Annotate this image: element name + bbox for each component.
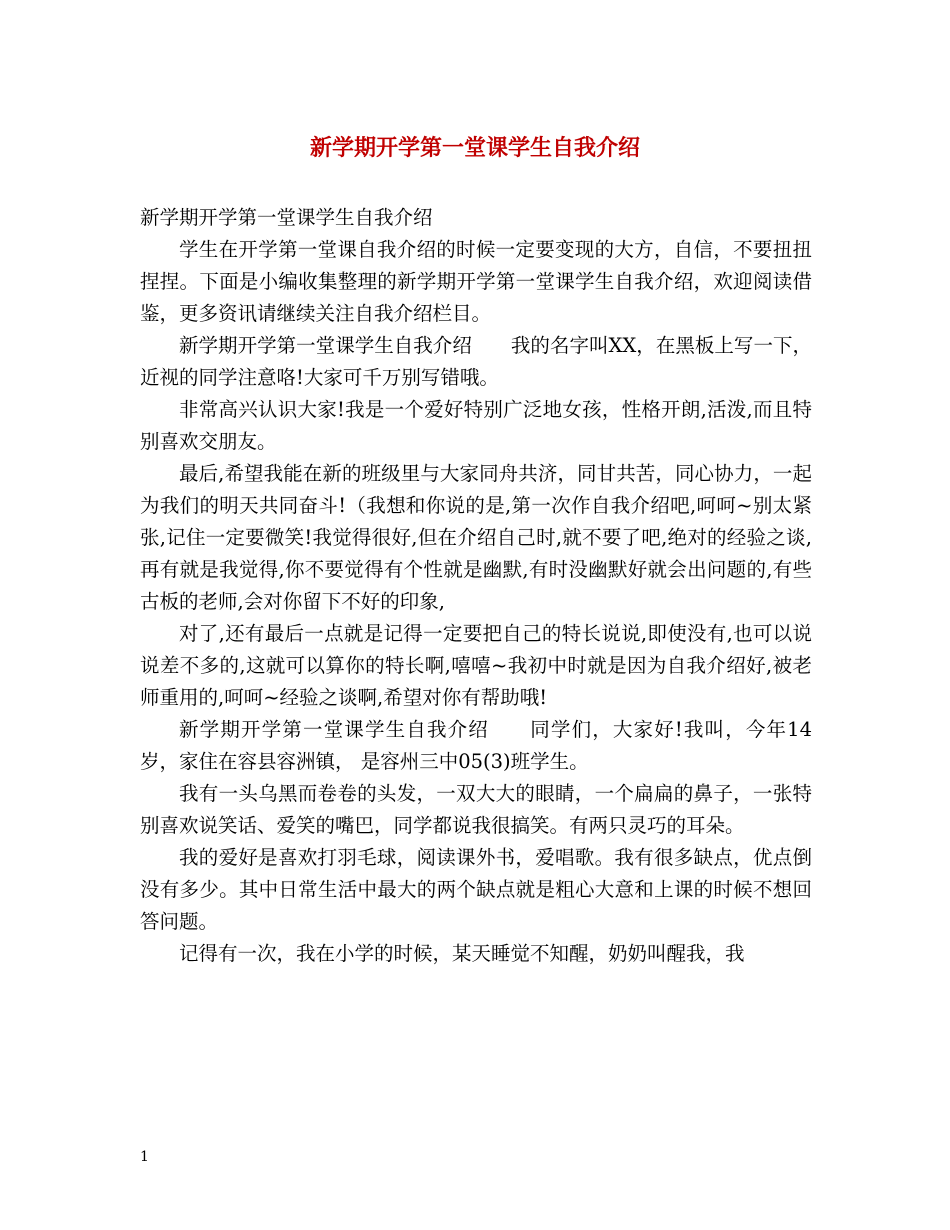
paragraph: 记得有一次，我在小学的时候，某天睡觉不知醒，奶奶叫醒我，我	[179, 942, 745, 965]
paragraph: 学生在开学第一堂课自我介绍的时候一定要变现的大方，自信，不要扭扭捏捏。下面是小编收集整理的新学期开学第一堂课学生自我介绍，欢迎阅读借鉴，更多资讯请继续关注自我介绍栏目。	[140, 238, 812, 325]
paragraph: 新学期开学第一堂课学生自我介绍 我的名字叫XX，在黑板上写一下，近视的同学注意咯!大家可千万别写错哦。	[140, 334, 812, 389]
document-body	[140, 202, 812, 970]
paragraph: 对了,还有最后一点就是记得一定要把自己的特长说说,即使没有,也可以说说差不多的,这就可以算你的特长啊,嘻嘻~我初中时就是因为自我介绍好,被老师重用的,呵呵~经验之谈啊,希望对你有帮助哦!	[140, 622, 812, 709]
paragraph: 新学期开学第一堂课学生自我介绍 同学们，大家好!我叫，今年14岁，家住在容县容洲镇， 是容州三中05(3)班学生。	[140, 718, 812, 773]
document-title: 新学期开学第一堂课学生自我介绍	[309, 135, 640, 161]
paragraph: 最后,希望我能在新的班级里与大家同舟共济，同甘共苦，同心协力，一起为我们的明天共同奋斗!（我想和你说的是,第一次作自我介绍吧,呵呵~别太紧张,记住一定要微笑!我觉得很好,但在介绍自己时,就不要了吧,绝对的经验之谈,再有就是我觉得,你不要觉得有个性就是幽默,有时没幽默好就会出问题的,有些古板的老师,会对你留下不好的印象,	[140, 462, 812, 613]
page-number: 1	[140, 1149, 149, 1165]
paragraph: 非常高兴认识大家!我是一个爱好特别广泛地女孩，性格开朗,活泼,而且特别喜欢交朋友。	[140, 398, 812, 453]
paragraph: 新学期开学第一堂课学生自我介绍	[140, 206, 433, 229]
paragraph: 我的爱好是喜欢打羽毛球，阅读课外书，爱唱歌。我有很多缺点，优点倒没有多少。其中日常生活中最大的两个缺点就是粗心大意和上课的时候不想回答问题。	[140, 846, 812, 933]
paragraph: 我有一头乌黑而卷卷的头发，一双大大的眼睛，一个扁扁的鼻子，一张特别喜欢说笑话、爱笑的嘴巴，同学都说我很搞笑。有两只灵巧的耳朵。	[140, 782, 812, 837]
